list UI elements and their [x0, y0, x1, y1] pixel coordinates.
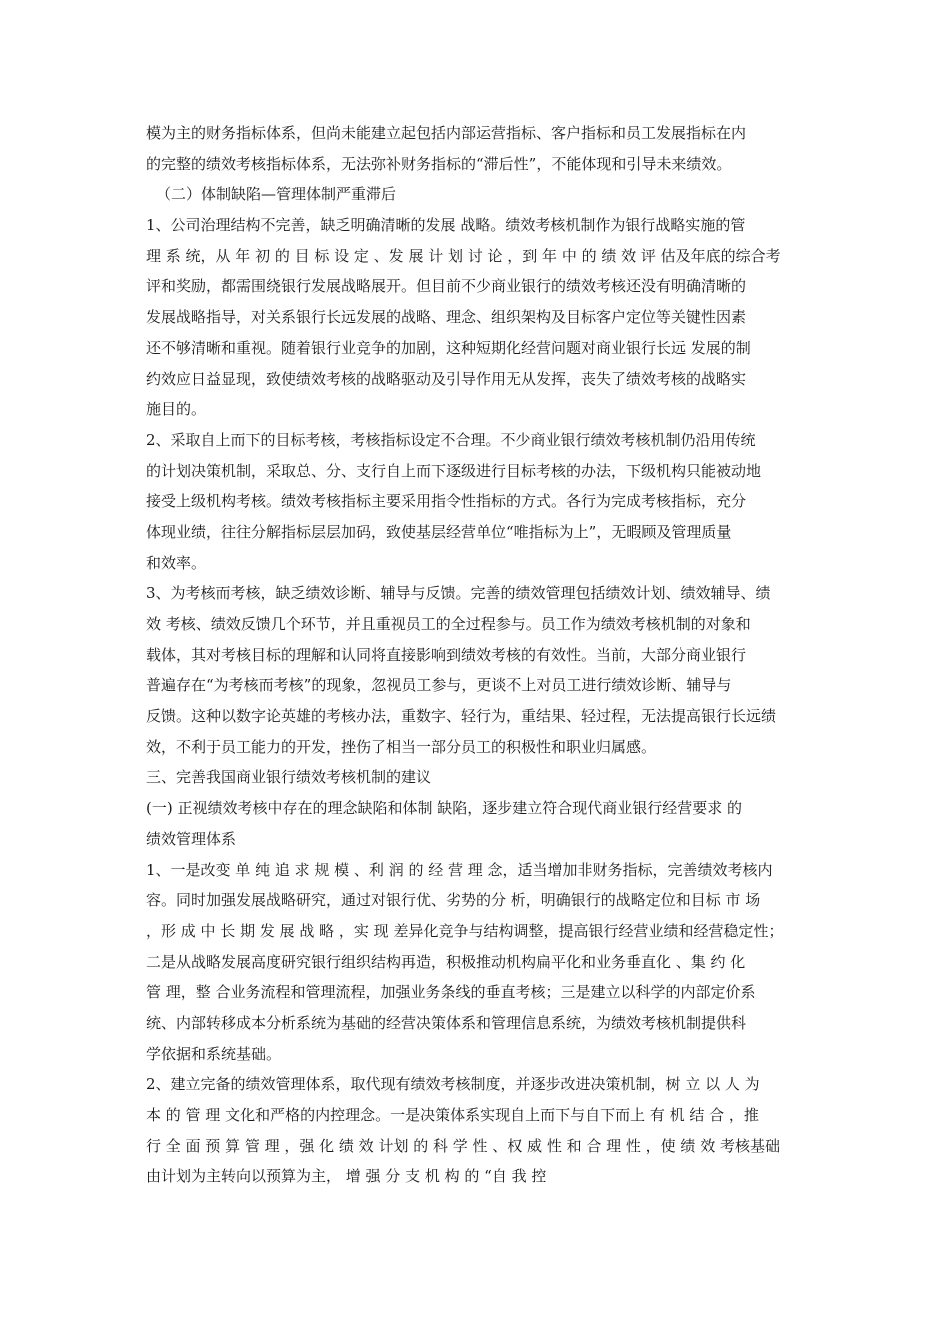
text-line-16: 3、为考核而考核，缺乏绩效诊断、辅导与反馈。完善的绩效管理包括绩效计划、绩效辅导、绩	[146, 584, 771, 603]
text-line-14: 体现业绩，往往分解指标层层加码，致使基层经营单位“唯指标为上”，无暇顾及管理质量	[146, 522, 732, 541]
text-line-17: 效 考核、绩效反馈几个环节，并且重视员工的全过程参与。员工作为绩效考核机制的对象和	[146, 615, 751, 633]
text-line-9: 约效应日益显现，致使绩效考核的战略驱动及引导作用无从发挥，丧失了绩效考核的战略实	[146, 369, 747, 388]
text-line-34: 行 全 面 预 算 管 理 ，强 化 绩 效 计划 的 科 学 性 、权 威 性 和 合 理 性 ，使 绩 效 考核基础	[146, 1136, 780, 1155]
text-line-24: 绩效管理体系	[146, 829, 237, 848]
text-line-27: ，形 成 中 长 期 发 展 战 略 ，实 现 差异化竞争与结构调整，提高银行经营业绩和经营稳定性；	[146, 921, 784, 940]
text-line-18: 载体，其对考核目标的理解和认同将直接影响到绩效考核的有效性。当前，大部分商业银行	[146, 645, 747, 664]
text-line-25: 1、一是改变 单 纯 追 求 规 模 、利 润 的 经 营 理 念，适当增加非财务指标，完善绩效考核内	[146, 860, 773, 879]
text-line-31: 学依据和系统基础。	[146, 1044, 282, 1063]
text-line-32: 2、建立完备的绩效管理体系，取代现有绩效考核制度，并逐步改进决策机制，树 立 以 人 为	[146, 1075, 760, 1094]
text-line-20: 反馈。这种以数字论英雄的考核办法，重数字、轻行为，重结果、轻过程，无法提高银行长远绩	[146, 707, 777, 726]
text-line-8: 还不够清晰和重视。随着银行业竞争的加剧，这种短期化经营问题对商业银行长远 发展的制	[146, 338, 751, 357]
text-line-13: 接受上级机构考核。绩效考核指标主要采用指令性指标的方式。各行为完成考核指标，充分	[146, 492, 747, 511]
text-line-7: 发展战略指导，对关系银行长远发展的战略、理念、组织架构及目标客户定位等关键性因素	[146, 308, 747, 327]
text-line-6: 评和奖励，都需围绕银行发展战略展开。但目前不少商业银行的绩效考核还没有明确清晰的	[146, 277, 747, 296]
text-line-29: 管 理，整 合业务流程和管理流程，加强业务条线的垂直考核；三是建立以科学的内部定价系	[146, 983, 756, 1002]
text-line-4: 1、公司治理结构不完善，缺乏明确清晰的发展 战略。绩效考核机制作为银行战略实施的管	[146, 216, 746, 235]
text-line-23: (一) 正视绩效考核中存在的理念缺陷和体制 缺陷，逐步建立符合现代商业银行经营要求 的	[146, 799, 743, 818]
text-line-5: 理 系 统，从 年 初 的 目 标 设 定 、发 展 计 划 讨 论 ，到 年 中 的 绩 效 评 估及年底的综合考	[146, 246, 781, 265]
text-line-11: 2、采取自上而下的目标考核，考核指标设定不合理。不少商业银行绩效考核机制仍沿用传统	[146, 430, 756, 449]
text-line-33: 本 的 管 理 文化和严格的内控理念。一是决策体系实现自上而下与自下而上 有 机 结 合 ，推	[146, 1106, 759, 1124]
text-line-10: 施目的。	[146, 400, 207, 419]
text-line-35: 由计划为主转向以预算为主， 增 强 分 支 机 构 的 “自 我 控	[146, 1167, 547, 1186]
text-line-15: 和效率。	[146, 553, 207, 572]
text-line-1: 模为主的财务指标体系，但尚未能建立起包括内部运营指标、客户指标和员工发展指标在内	[146, 124, 747, 142]
document-body	[146, 118, 810, 1192]
text-line-19: 普遍存在“为考核而考核”的现象，忽视员工参与，更谈不上对员工进行绩效诊断、辅导与	[146, 676, 732, 695]
text-line-21: 效，不利于员工能力的开发，挫伤了相当一部分员工的积极性和职业归属感。	[146, 737, 657, 756]
section-heading-3: 三、完善我国商业银行绩效考核机制的建议	[146, 768, 432, 787]
text-line-30: 统、内部转移成本分析系统为基础的经营决策体系和管理信息系统，为绩效考核机制提供科	[146, 1013, 747, 1032]
text-line-26: 容。同时加强发展战略研究，通过对银行优、劣势的分 析，明确银行的战略定位和目标 市 场	[146, 891, 761, 910]
section-heading-2: （二）体制缺陷—管理体制严重滞后	[156, 185, 397, 204]
text-line-12: 的计划决策机制，采取总、分、支行自上而下逐级进行目标考核的办法，下级机构只能被动地	[146, 461, 762, 480]
text-line-2: 的完整的绩效考核指标体系，无法弥补财务指标的“滞后性”，不能体现和引导未来绩效。	[146, 154, 732, 173]
text-line-28: 二是从战略发展高度研究银行组织结构再造，积极推动机构扁平化和业务垂直化 、集 约 化	[146, 952, 746, 971]
